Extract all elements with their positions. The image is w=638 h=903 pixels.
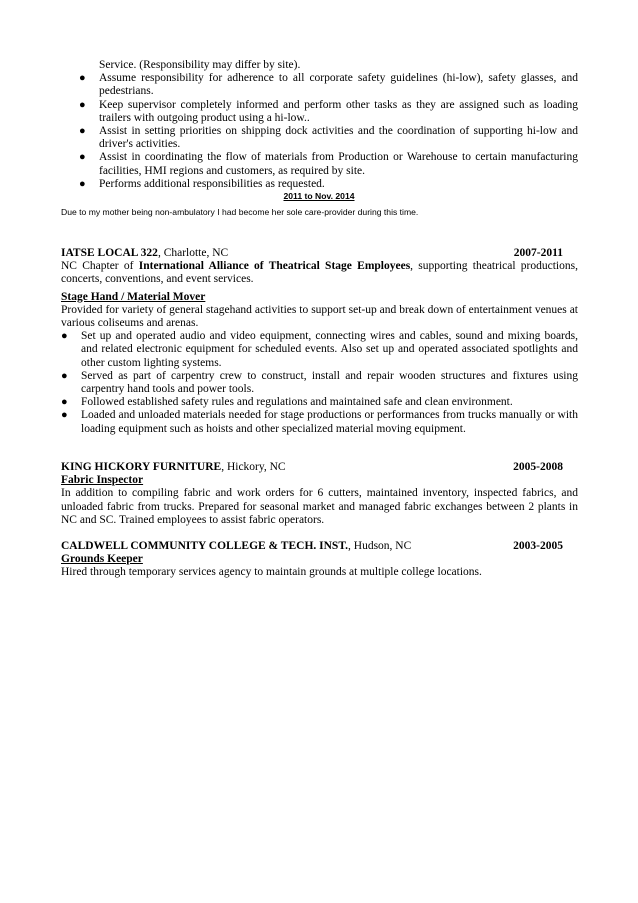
- top-bullet-list: [61, 72, 578, 191]
- list-item: [61, 99, 578, 125]
- job-role: Fabric Inspector: [61, 474, 144, 487]
- list-item: [61, 396, 578, 409]
- job-role: Grounds Keeper: [61, 553, 143, 566]
- job-iatse: [61, 247, 578, 436]
- job-header: [61, 540, 578, 553]
- job-years: 2005-2008: [513, 461, 563, 473]
- bullet-icon: ●: [79, 151, 86, 164]
- list-item: [61, 370, 578, 396]
- desc-suffix: , supporting theatrical productions, concerts, conventions, and event services.: [61, 260, 578, 286]
- bullet-icon: ●: [61, 330, 68, 343]
- employer-name: CALDWELL COMMUNITY COLLEGE & TECH. INST.: [61, 540, 349, 552]
- list-item: [61, 72, 578, 98]
- bullet-icon: ●: [61, 396, 68, 409]
- job-role: Stage Hand / Material Mover: [61, 290, 206, 303]
- bullet-text: Assist in coordinating the flow of materials from Production or Warehouse to certain manufacturing facilities, HMI regions and customers, as required by site.: [99, 151, 578, 177]
- list-item: [61, 409, 578, 435]
- bullet-text: Loaded and unloaded materials needed for stage productions or performances from trucks manually or with loading equipment such as hoists and other specialized material moving equipment.: [81, 409, 578, 435]
- bullet-continuation: Service. (Responsibility may differ by site).: [99, 59, 301, 71]
- employer-location: , Hudson, NC: [348, 540, 412, 552]
- job-years: 2003-2005: [513, 540, 563, 552]
- job-summary: Provided for variety of general stagehand activities to support set-up and break down of entertainment venues at various coliseums and arenas.: [61, 303, 578, 330]
- gap-heading: 2011 to Nov. 2014: [283, 191, 355, 201]
- gap-note: Due to my mother being non-ambulatory I had become her sole care-provider during this time.: [61, 207, 419, 217]
- bullet-icon: ●: [79, 125, 86, 138]
- list-item: [61, 178, 578, 191]
- job-caldwell: [61, 540, 578, 580]
- bullet-icon: ●: [79, 98, 86, 111]
- bullet-text: Served as part of carpentry crew to construct, install and repair wooden structures and fixtures using carpentry hand tools and power tools.: [81, 369, 578, 396]
- employer-location: , Hickory, NC: [221, 461, 286, 473]
- bullet-text: Followed established safety rules and regulations and maintained safe and clean environment.: [81, 396, 513, 409]
- job-header: [61, 461, 578, 474]
- bullet-icon: ●: [79, 177, 86, 190]
- bullet-text: Assist in setting priorities on shipping dock activities and the coordination of supporting hi-low and driver's activities.: [99, 125, 578, 151]
- desc-prefix: NC Chapter of: [61, 260, 139, 273]
- bullet-text: Performs additional responsibilities as requested.: [99, 177, 325, 190]
- list-item: [61, 151, 578, 177]
- top-bullet-section: [61, 59, 578, 191]
- employer-description: [61, 260, 578, 286]
- list-item: [61, 125, 578, 151]
- employer-name: KING HICKORY FURNITURE: [61, 461, 222, 473]
- desc-org: International Alliance of Theatrical Stage Employees: [138, 260, 411, 273]
- list-item: [61, 330, 578, 370]
- bullet-text: Set up and operated audio and video equipment, connecting wires and cables, sound and mixing boards, and related electronic equipment for scheduled events. Also set up and operated associated spotlights and other custom lighting systems.: [81, 330, 578, 369]
- bullet-icon: ●: [61, 409, 68, 422]
- job-summary: Hired through temporary services agency to maintain grounds at multiple college locations.: [61, 566, 482, 579]
- employer-name: IATSE LOCAL 322: [61, 247, 158, 259]
- bullet-icon: ●: [61, 369, 68, 382]
- employer-location: , Charlotte, NC: [157, 247, 229, 259]
- job-bullet-list: [61, 330, 578, 436]
- bullet-text: Assume responsibility for adherence to all corporate safety guidelines (hi-low), safety glasses, and pedestrians.: [99, 72, 578, 98]
- job-king-hickory: [61, 461, 578, 527]
- job-header: [61, 247, 578, 260]
- bullet-text: Keep supervisor completely informed and perform other tasks as they are assigned such as loading trailers with outgoing product using a hi-low..: [99, 98, 578, 124]
- bullet-icon: ●: [79, 72, 86, 85]
- job-years: 2007-2011: [513, 247, 563, 259]
- job-summary: In addition to compiling fabric and work orders for 6 cutters, maintained inventory, inspected fabrics, and unloaded fabric from trucks. Prepared for seasonal market and managed fabric exchanges between 2 plants in NC and SC. Trained employees to assist fabric operators.: [61, 487, 578, 526]
